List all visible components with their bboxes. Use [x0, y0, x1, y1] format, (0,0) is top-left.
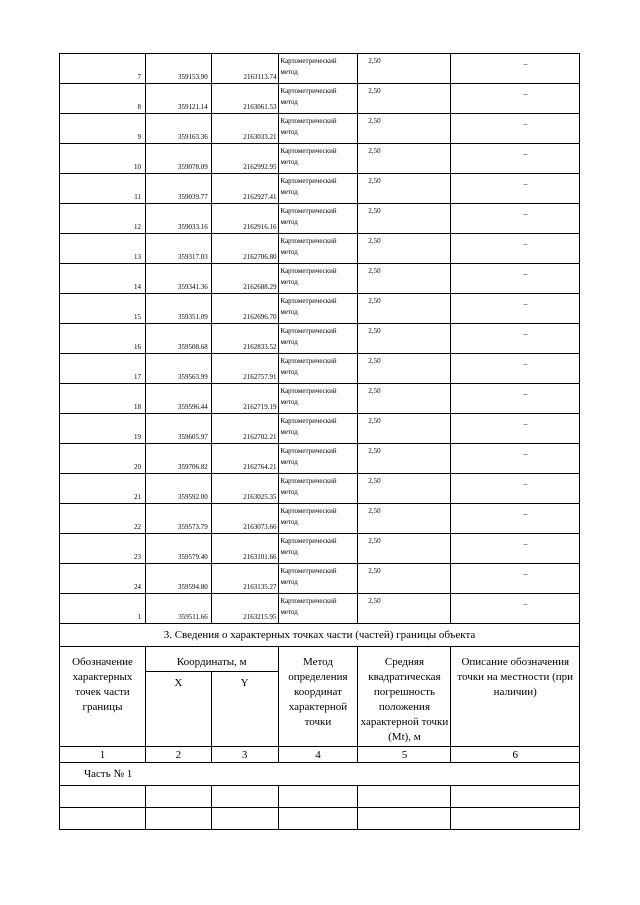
method-line: метод: [280, 488, 298, 496]
empty-row: [60, 786, 580, 808]
coord-y: 2162706.80: [243, 253, 277, 261]
column-index: 4: [278, 747, 358, 763]
header-description: Описание обозначения точки на местности (при наличии): [451, 647, 580, 747]
method-line: метод: [280, 158, 298, 166]
method-line: Картометрический: [280, 207, 337, 215]
description-value: –: [523, 569, 528, 578]
method-line: метод: [280, 578, 298, 586]
method-line: Картометрический: [280, 387, 337, 395]
coord-x: 359508.68: [177, 343, 208, 351]
empty-row: [60, 808, 580, 830]
point-number: 13: [133, 253, 141, 261]
method-text: [279, 54, 358, 78]
method-line: Картометрический: [280, 417, 337, 425]
method-line: Картометрический: [280, 87, 337, 95]
coord-x: 359317.03: [177, 253, 208, 261]
description-value: –: [523, 269, 528, 278]
method-text: [279, 84, 358, 108]
error-value: 2,50: [368, 237, 381, 245]
method-text: [279, 204, 358, 228]
column-index: 6: [451, 747, 580, 763]
table-row: [60, 54, 580, 84]
method-text: [279, 594, 358, 618]
coord-x: 359033.16: [177, 223, 208, 231]
error-value: 2,50: [368, 387, 381, 395]
header-point-designation: Обозначение характерных точек части границы: [60, 647, 146, 747]
method-text: [279, 114, 358, 138]
coord-y: 2162696.70: [243, 313, 277, 321]
coord-y: 2162992.95: [243, 163, 277, 171]
coord-x: 359594.80: [177, 583, 208, 591]
section-3-title: 3. Сведения о характерных точках части (частей) границы объекта: [60, 624, 580, 647]
coord-x: 359573.79: [177, 523, 208, 531]
coord-x: 359153.90: [177, 73, 208, 81]
method-text: [279, 234, 358, 258]
method-line: Картометрический: [280, 117, 337, 125]
error-value: 2,50: [368, 477, 381, 485]
coord-y: 2162757.91: [243, 373, 277, 381]
method-text: [279, 354, 358, 378]
method-text: [279, 564, 358, 588]
column-index: 5: [358, 747, 451, 763]
point-number: 17: [133, 373, 141, 381]
method-line: метод: [280, 68, 298, 76]
method-line: метод: [280, 128, 298, 136]
table-row: [60, 234, 580, 264]
table-row: [60, 294, 580, 324]
point-number: 18: [133, 403, 141, 411]
method-line: Картометрический: [280, 507, 337, 515]
table-row: [60, 414, 580, 444]
method-line: метод: [280, 398, 298, 406]
column-index: 1: [60, 747, 146, 763]
method-line: метод: [280, 248, 298, 256]
description-value: –: [523, 419, 528, 428]
method-text: [279, 324, 358, 348]
coord-y: 2162702.21: [243, 433, 277, 441]
coord-x: 359351.09: [177, 313, 208, 321]
error-value: 2,50: [368, 417, 381, 425]
error-value: 2,50: [368, 327, 381, 335]
description-value: –: [523, 59, 528, 68]
coord-y: 2163033.21: [243, 133, 277, 141]
method-text: [279, 414, 358, 438]
description-value: –: [523, 539, 528, 548]
method-line: Картометрический: [280, 327, 337, 335]
coord-y: 2162719.19: [243, 403, 277, 411]
description-value: –: [523, 299, 528, 308]
error-value: 2,50: [368, 147, 381, 155]
point-number: 1: [137, 613, 141, 621]
header-y: Y: [211, 672, 278, 747]
column-index: 2: [145, 747, 211, 763]
error-value: 2,50: [368, 447, 381, 455]
description-value: –: [523, 599, 528, 608]
coord-y: 2163073.66: [243, 523, 277, 531]
coord-y: 2162927.41: [243, 193, 277, 201]
method-line: метод: [280, 218, 298, 226]
coord-x: 359341.36: [177, 283, 208, 291]
method-line: метод: [280, 278, 298, 286]
coord-y: 2162833.52: [243, 343, 277, 351]
table-row: [60, 84, 580, 114]
method-line: метод: [280, 368, 298, 376]
method-line: метод: [280, 428, 298, 436]
points-table-body: [60, 54, 580, 624]
coord-x: 359511.66: [178, 613, 208, 621]
coord-y: 2163215.95: [243, 613, 277, 621]
error-value: 2,50: [368, 357, 381, 365]
description-value: –: [523, 329, 528, 338]
document-page: [59, 53, 580, 830]
method-line: метод: [280, 458, 298, 466]
header-method: Метод определения координат характерной точки: [278, 647, 358, 747]
table-row: [60, 384, 580, 414]
method-line: метод: [280, 98, 298, 106]
coord-x: 359579.40: [177, 553, 208, 561]
table-row: [60, 324, 580, 354]
table-row: [60, 264, 580, 294]
description-value: –: [523, 119, 528, 128]
coord-x: 359078.09: [177, 163, 208, 171]
method-line: метод: [280, 188, 298, 196]
point-number: 12: [133, 223, 141, 231]
error-value: 2,50: [368, 297, 381, 305]
error-value: 2,50: [368, 207, 381, 215]
method-text: [279, 444, 358, 468]
header-coordinates: Координаты, м: [145, 647, 278, 672]
method-text: [279, 264, 358, 288]
method-text: [279, 174, 358, 198]
table-row: [60, 144, 580, 174]
coord-x: 359563.99: [177, 373, 208, 381]
method-line: Картометрический: [280, 597, 337, 605]
method-line: Картометрический: [280, 237, 337, 245]
coord-x: 359605.97: [177, 433, 208, 441]
method-line: Картометрический: [280, 537, 337, 545]
error-value: 2,50: [368, 87, 381, 95]
error-value: 2,50: [368, 177, 381, 185]
description-value: –: [523, 389, 528, 398]
coord-y: 2163101.66: [243, 553, 277, 561]
table-row: [60, 204, 580, 234]
method-line: Картометрический: [280, 567, 337, 575]
method-text: [279, 504, 358, 528]
method-line: Картометрический: [280, 297, 337, 305]
table-row: [60, 444, 580, 474]
method-line: метод: [280, 548, 298, 556]
method-line: Картометрический: [280, 57, 337, 65]
coord-y: 2163135.27: [243, 583, 277, 591]
description-value: –: [523, 179, 528, 188]
description-value: –: [523, 239, 528, 248]
coord-x: 359163.36: [177, 133, 208, 141]
method-line: Картометрический: [280, 147, 337, 155]
method-line: метод: [280, 518, 298, 526]
coord-x: 359121.14: [177, 103, 208, 111]
point-number: 23: [133, 553, 141, 561]
column-index-row: [60, 747, 580, 763]
error-value: 2,50: [368, 507, 381, 515]
method-line: Картометрический: [280, 177, 337, 185]
column-index: 3: [211, 747, 278, 763]
description-value: –: [523, 479, 528, 488]
method-text: [279, 534, 358, 558]
error-value: 2,50: [368, 537, 381, 545]
description-value: –: [523, 509, 528, 518]
table-row: [60, 474, 580, 504]
points-table: [59, 53, 580, 830]
method-text: [279, 144, 358, 168]
method-text: [279, 294, 358, 318]
table-row: [60, 174, 580, 204]
error-value: 2,50: [368, 597, 381, 605]
method-line: Картометрический: [280, 357, 337, 365]
method-line: Картометрический: [280, 477, 337, 485]
method-line: Картометрический: [280, 447, 337, 455]
point-number: 14: [133, 283, 141, 291]
point-number: 10: [133, 163, 141, 171]
coord-y: 2163025.35: [243, 493, 277, 501]
point-number: 8: [137, 103, 141, 111]
point-number: 22: [133, 523, 141, 531]
method-line: метод: [280, 608, 298, 616]
description-value: –: [523, 209, 528, 218]
error-value: 2,50: [368, 267, 381, 275]
point-number: 9: [137, 133, 141, 141]
error-value: 2,50: [368, 57, 381, 65]
part-label: Часть № 1: [60, 763, 580, 786]
coord-y: 2162764.21: [243, 463, 277, 471]
point-number: 24: [133, 583, 141, 591]
coord-x: 359039.77: [177, 193, 208, 201]
description-value: –: [523, 89, 528, 98]
table-row: [60, 534, 580, 564]
table-row: [60, 594, 580, 624]
table-row: [60, 564, 580, 594]
table-row: [60, 504, 580, 534]
method-text: [279, 384, 358, 408]
description-value: –: [523, 449, 528, 458]
point-number: 11: [134, 193, 141, 201]
coord-y: 2163061.53: [243, 103, 277, 111]
coord-y: 2163113.74: [243, 73, 277, 81]
table-row: [60, 354, 580, 384]
coord-y: 2162688.29: [243, 283, 277, 291]
coord-x: 359706.82: [177, 463, 208, 471]
method-line: метод: [280, 308, 298, 316]
header-error: Средняя квадратическая погрешность положения характерной точки (Mt), м: [358, 647, 451, 747]
point-number: 21: [133, 493, 141, 501]
description-value: –: [523, 149, 528, 158]
coord-y: 2162916.16: [243, 223, 277, 231]
method-line: Картометрический: [280, 267, 337, 275]
error-value: 2,50: [368, 567, 381, 575]
method-text: [279, 474, 358, 498]
point-number: 20: [133, 463, 141, 471]
description-value: –: [523, 359, 528, 368]
error-value: 2,50: [368, 117, 381, 125]
point-number: 16: [133, 343, 141, 351]
header-x: X: [145, 672, 211, 747]
table-row: [60, 114, 580, 144]
coord-x: 359592.00: [177, 493, 208, 501]
method-line: метод: [280, 338, 298, 346]
coord-x: 359596.44: [177, 403, 208, 411]
point-number: 15: [133, 313, 141, 321]
point-number: 7: [137, 73, 141, 81]
point-number: 19: [133, 433, 141, 441]
